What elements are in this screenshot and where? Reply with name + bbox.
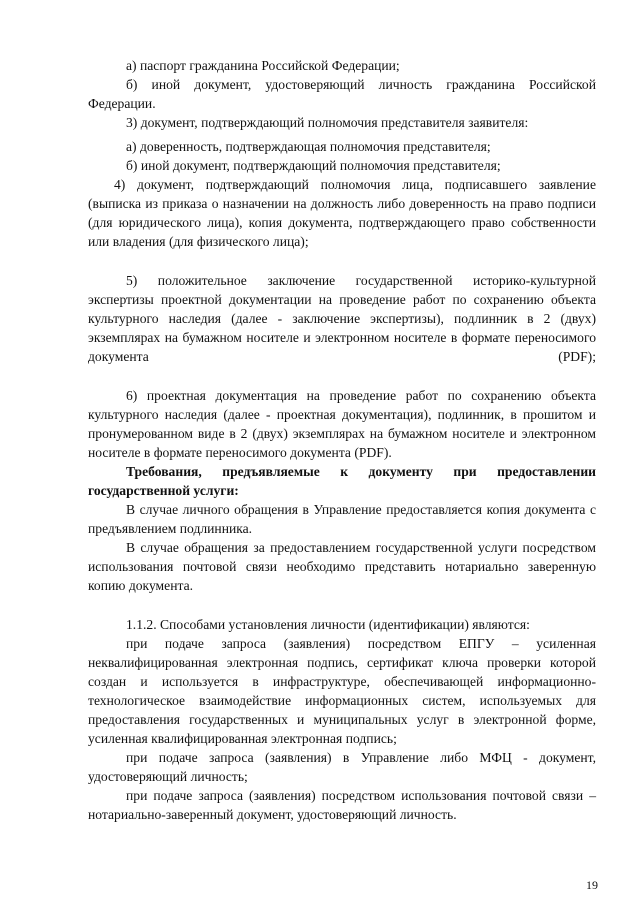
paragraph-personal-appeal: В случае личного обращения в Управление предоставляется копия документа с предъявлением подлинника. [88, 502, 596, 536]
paragraph-epgu-identification: при подаче запроса (заявления) посредством ЕПГУ – усиленная неквалифицированная электронная подпись, сертификат ключа проверки которой создан и используется в инфраструктуре, обеспечивающей информационно-технологическое взаимодействие информационных систем, используемых для предоставления государственных и муниципальных услуг в электронной форме, усиленная квалифицированная электронная подпись; [88, 636, 596, 746]
paragraph-postal-appeal: В случае обращения за предоставлением государственной услуги посредством использования почтовой связи необходимо представить нотариально заверенную копию документа. [88, 540, 596, 593]
paragraph-power-of-attorney: а) доверенность, подтверждающая полномочия представителя; [126, 139, 491, 154]
paragraph-mfc-identification: при подаче запроса (заявления) в Управление либо МФЦ - документ, удостоверяющий личность; [88, 750, 596, 784]
paragraph-expertise-conclusion: 5) положительное заключение государственной историко-культурной экспертизы проектной документации на проведение работ по сохранению объекта культурного наследия (далее - заключение экспертизы), подлинник в 2 (двух) экземплярах на бумажном носителе и электронном носителе в формате переносимого документа (PDF); [88, 273, 596, 364]
heading-identification-methods: 1.1.2. Способами установления личности (идентификации) являются: [126, 617, 530, 632]
paragraph-project-documentation: 6) проектная документация на проведение работ по сохранению объекта культурного наследия (далее - проектная документация), подлинник, в прошитом и пронумерованном виде в 2 (двух) экземплярах на бумажном носителе и электронном носителе в формате переносимого документа (PDF). [88, 388, 596, 460]
paragraph-other-authority-doc: б) иной документ, подтверждающий полномочия представителя; [126, 158, 501, 173]
paragraph-other-id: б) иной документ, удостоверяющий личность гражданина Российской Федерации. [88, 77, 596, 111]
heading-document-requirements: Требования, предъявляемые к документу при предоставлении государственной услуги: [88, 464, 596, 498]
paragraph-representative-doc: 3) документ, подтверждающий полномочия представителя заявителя: [126, 115, 529, 130]
paragraph-signatory-authority: 4) документ, подтверждающий полномочия лица, подписавшего заявление (выписка из приказа о назначении на должность либо доверенность на право подписи (для юридического лица), копия документа, подтверждающего право собственности или владения (для физического лица); [88, 177, 596, 249]
paragraph-postal-identification: при подаче запроса (заявления) посредством использования почтовой связи – нотариально-заверенный документ, удостоверяющий личность. [88, 788, 596, 822]
document-page [88, 56, 596, 824]
page-number: 19 [586, 878, 598, 892]
paragraph-passport: а) паспорт гражданина Российской Федерации; [126, 58, 400, 73]
